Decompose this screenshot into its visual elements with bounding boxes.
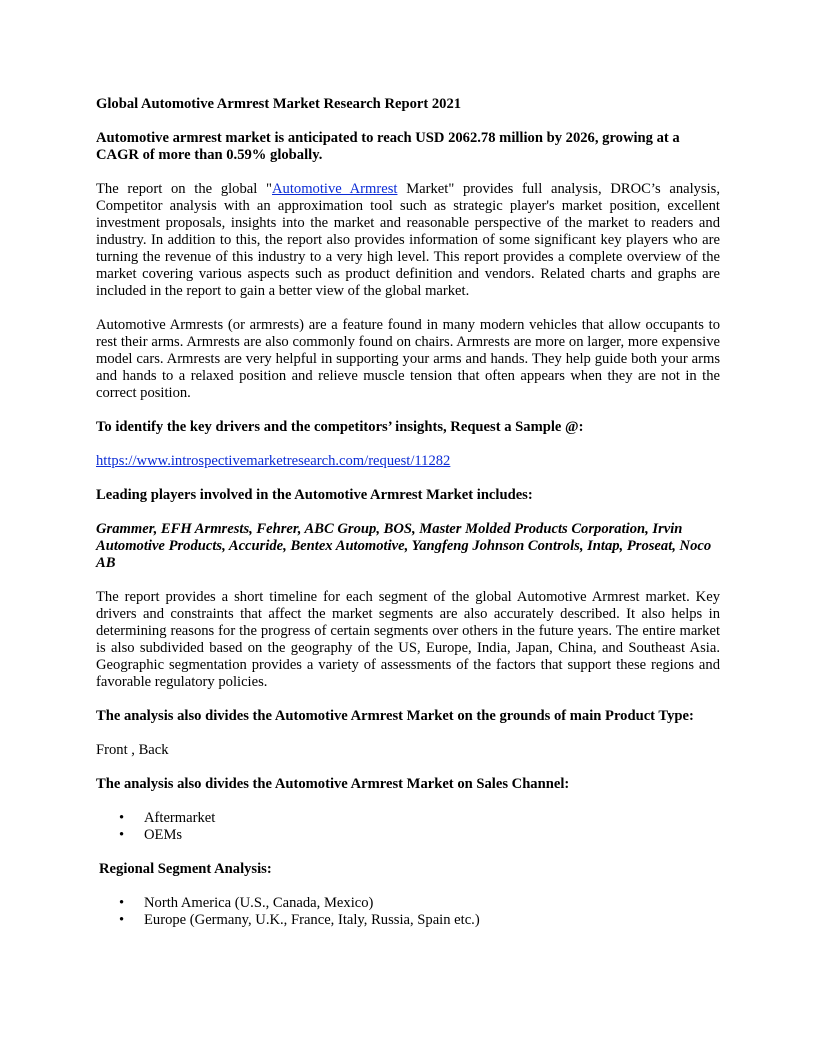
list-item bbox=[96, 895, 720, 912]
bullet-icon: • bbox=[119, 912, 125, 928]
regional-analysis-heading: Regional Segment Analysis: bbox=[99, 861, 272, 877]
sample-url-line bbox=[96, 453, 720, 470]
region-label: Europe (Germany, U.K., France, Italy, Russia, Spain etc.) bbox=[144, 912, 480, 928]
overview-text-rest: Market" provides full analysis, DROC’s analysis, Competitor analysis with an approximation tool such as strategic player's market position, excellent investment proposals, insights into the market and reasonable perspective of the market to readers and industry. In addition to this, the report also provides information of some significant key players who are turning the revenue of this industry to a very high level. This report provides a complete overview of the market covering various aspects such as product definition and vendors. Related charts and graphs are included in the report to gain a better view of the global market. bbox=[96, 181, 721, 299]
overview-text-start: The report on the global " bbox=[96, 181, 272, 197]
document-body bbox=[96, 96, 720, 929]
channel-label: Aftermarket bbox=[144, 810, 216, 826]
sales-channel-list bbox=[96, 810, 720, 844]
sample-request-heading: To identify the key drivers and the competitors’ insights, Request a Sample @: bbox=[96, 419, 584, 435]
region-list bbox=[96, 895, 720, 929]
channel-label: OEMs bbox=[144, 827, 183, 843]
automotive-armrest-link[interactable]: Automotive Armrest bbox=[272, 181, 398, 197]
sample-request-link[interactable]: https://www.introspectivemarketresearch.com/request/11282 bbox=[96, 453, 451, 469]
sales-channel-heading: The analysis also divides the Automotive Armrest Market on Sales Channel: bbox=[96, 776, 570, 792]
list-item bbox=[96, 827, 720, 844]
leading-players-heading: Leading players involved in the Automotive Armrest Market includes: bbox=[96, 487, 533, 503]
product-type-heading: The analysis also divides the Automotive Armrest Market on the grounds of main Product Type: bbox=[96, 708, 694, 724]
report-title: Global Automotive Armrest Market Research Report 2021 bbox=[96, 96, 462, 112]
segment-timeline-paragraph: The report provides a short timeline for each segment of the global Automotive Armrest market. Key drivers and constraints that affect the market segments are also accurately described. It also helps in determining reasons for the progress of certain segments over others in the future years. The entire market is also subdivided based on the geography of the US, Europe, India, Japan, China, and Southeast Asia. Geographic segmentation provides a variety of assessments of the factors that support these regions and favorable regulatory policies. bbox=[96, 589, 720, 690]
report-overview-paragraph bbox=[96, 181, 720, 300]
armrest-description-paragraph: Automotive Armrests (or armrests) are a feature found in many modern vehicles that allow occupants to rest their arms. Armrests are also commonly found on chairs. Armrests are more on larger, more expensive model cars. Armrests are very helpful in supporting your arms and hands. They help guide both your arms and hands to a relaxed position and relieve muscle tension that often appears when they are not in the correct position. bbox=[96, 317, 720, 401]
list-item bbox=[96, 810, 720, 827]
region-label: North America (U.S., Canada, Mexico) bbox=[144, 895, 374, 911]
bullet-icon: • bbox=[119, 810, 125, 826]
leading-players-list: Grammer, EFH Armrests, Fehrer, ABC Group, BOS, Master Molded Products Corporation, Irvin Automotive Products, Accuride, Bentex Automotive, Yangfeng Johnson Controls, Intap, Proseat, Noco AB bbox=[96, 521, 712, 571]
market-headline: Automotive armrest market is anticipated to reach USD 2062.78 million by 2026, growing at a CAGR of more than 0.59% globally. bbox=[96, 130, 680, 163]
product-types-text: Front , Back bbox=[96, 742, 169, 758]
bullet-icon: • bbox=[119, 895, 125, 911]
list-item bbox=[96, 912, 720, 929]
bullet-icon: • bbox=[119, 827, 125, 843]
